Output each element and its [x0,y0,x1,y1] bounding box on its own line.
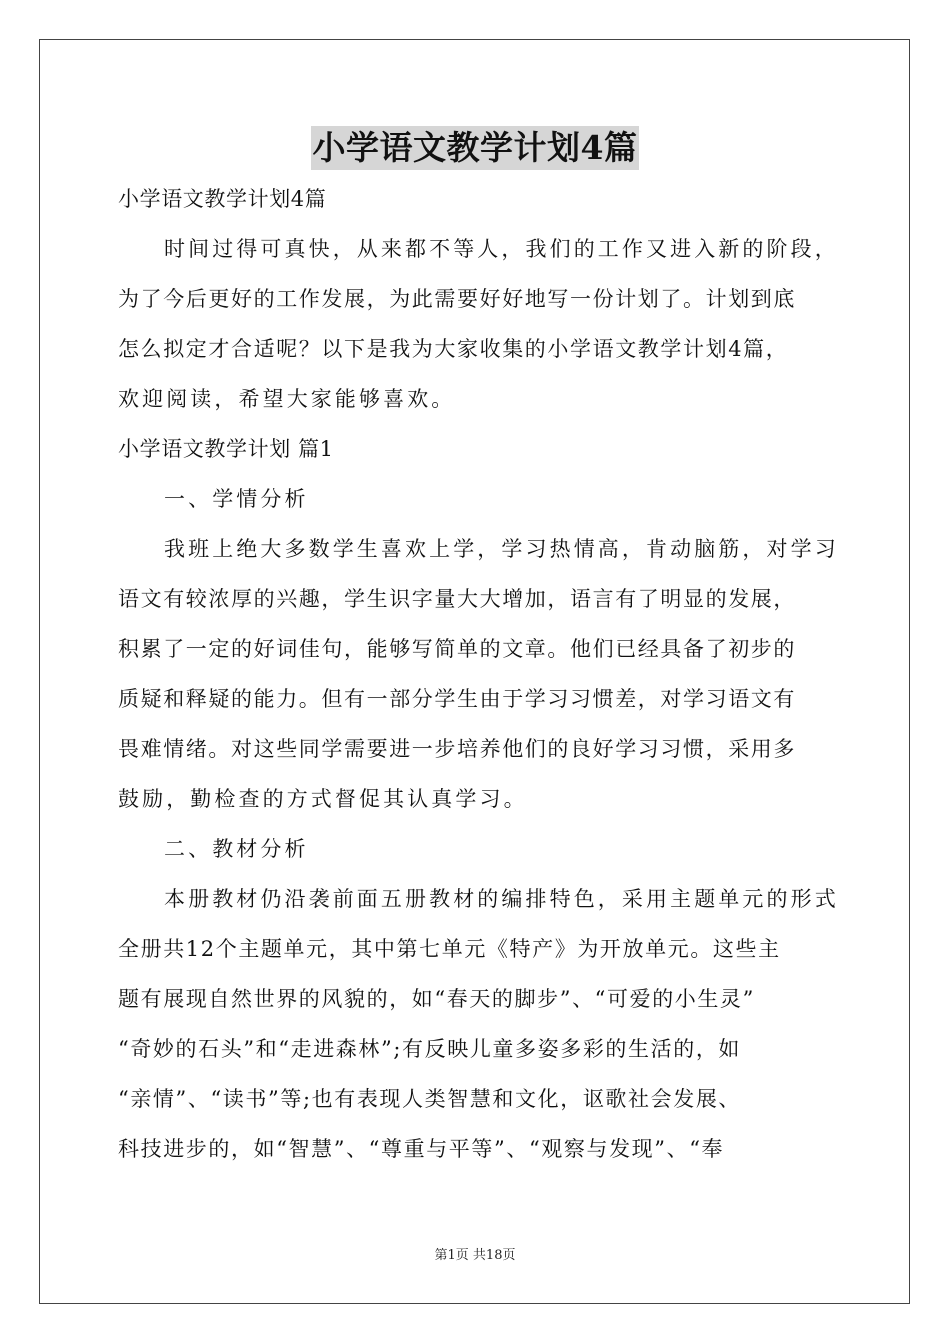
intro-line-1: 时间过得可真快，从来都不等人，我们的工作又进入新的阶段， [164,237,839,261]
part2-line-5: “亲情”、“读书”等;也有表现人类智慧和文化，讴歌社会发展、 [118,1087,742,1111]
title-area [0,126,950,170]
part1-line-2: 语文有较浓厚的兴趣，学生识字量大大增加，语言有了明显的发展， [118,587,796,611]
document-body [118,174,839,1174]
intro-line-4: 欢迎阅读，希望大家能够喜欢。 [118,387,456,411]
document-title: 小学语文教学计划4篇 [311,126,640,170]
document-subtitle: 小学语文教学计划4篇 [118,187,327,211]
intro-line-2: 为了今后更好的工作发展，为此需要好好地写一份计划了。计划到底 [118,287,796,311]
part1-line-4: 质疑和释疑的能力。但有一部分学生由于学习习惯差，对学习语文有 [118,687,796,711]
part1-heading: 一、学情分析 [164,487,309,511]
part2-line-3: 题有展现自然世界的风貌的，如“春天的脚步”、“可爱的小生灵” [118,987,755,1011]
part2-line-6: 科技进步的，如“智慧”、“尊重与平等”、“观察与发现”、“奉 [118,1137,725,1161]
part2-line-4: “奇妙的石头”和“走进森林”;有反映儿童多姿多彩的生活的，如 [118,1037,742,1061]
part2-line-2: 全册共12个主题单元，其中第七单元《特产》为开放单元。这些主 [118,937,781,961]
part1-line-6: 鼓励，勤检查的方式督促其认真学习。 [118,787,528,811]
part1-line-3: 积累了一定的好词佳句，能够写简单的文章。他们已经具备了初步的 [118,637,796,661]
part1-line-5: 畏难情绪。对这些同学需要进一步培养他们的良好学习习惯，采用多 [118,737,796,761]
part2-line-1: 本册教材仍沿袭前面五册教材的编排特色，采用主题单元的形式 [164,887,839,911]
section-heading: 小学语文教学计划 篇1 [118,437,334,461]
intro-line-3: 怎么拟定才合适呢？以下是我为大家收集的小学语文教学计划4篇， [118,337,789,361]
page-number-footer: 第1页 共18页 [434,1248,516,1263]
part2-heading: 二、教材分析 [164,837,309,861]
part1-line-1: 我班上绝大多数学生喜欢上学，学习热情高，肯动脑筋，对学习 [164,537,839,561]
